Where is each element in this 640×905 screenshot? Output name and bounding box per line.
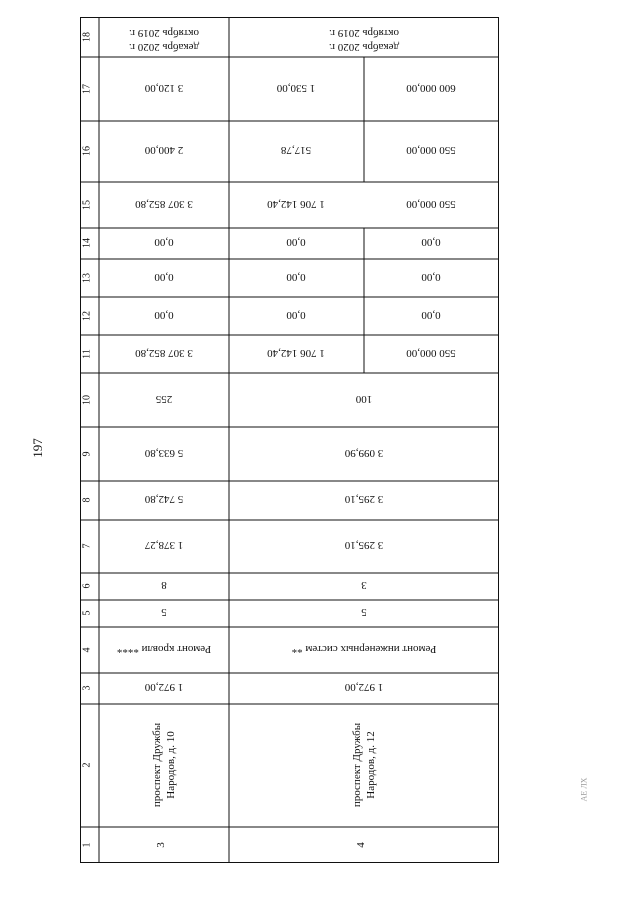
rotated-table: [80, 17, 499, 863]
header-9: 9: [81, 451, 93, 457]
a-c14: 0,00: [154, 236, 174, 248]
b-c15-sub: 550 000,00: [406, 198, 456, 210]
header-5: 5: [81, 610, 93, 616]
b-c6: 3: [361, 579, 367, 591]
b-c16-sub: 550 000,00: [406, 144, 456, 156]
b-c8: 3 295,10: [344, 493, 384, 505]
header-17: 17: [81, 84, 93, 94]
a-c15: 3 307 852,80: [135, 198, 193, 210]
b-c4: Ремонт инженерных систем **: [291, 643, 437, 655]
b-c11-sub: 550 000,00: [406, 347, 456, 359]
a-c1: 3: [155, 842, 167, 848]
b-c14-sum: 0,00: [286, 236, 306, 248]
a-c16: 2 400,00: [144, 144, 184, 156]
header-6: 6: [81, 583, 93, 589]
b-c2-line2: Народов, д. 12: [365, 731, 377, 799]
page-number: 197: [29, 438, 45, 458]
b-c1: 4: [355, 842, 367, 848]
a-c12: 0,00: [154, 309, 174, 321]
header-2: 2: [81, 762, 93, 768]
a-c2-line1: проспект Дружбы: [151, 722, 163, 808]
header-12: 12: [81, 311, 93, 321]
b-c15-sum: 1 706 142,40: [267, 198, 325, 210]
a-c5: 5: [161, 606, 167, 618]
a-c18-line2: декабрь 2020 г.: [128, 41, 200, 53]
header-1: 1: [81, 842, 93, 848]
b-c3: 1 972,00: [344, 681, 384, 693]
record-a: [117, 27, 211, 848]
b-c16-sum: 517,78: [280, 144, 312, 156]
a-c6: 8: [161, 579, 167, 591]
b-c5: 5: [361, 606, 367, 618]
b-c2-line1: проспект Дружбы: [351, 722, 363, 808]
header-8: 8: [81, 497, 93, 503]
a-c11: 3 307 852,80: [135, 347, 193, 359]
b-c7: 3 295,10: [344, 539, 384, 551]
b-c10: 100: [355, 393, 373, 405]
b-c11-sum: 1 706 142,40: [267, 347, 325, 359]
a-c2-line2: Народов, д. 10: [165, 731, 177, 799]
header-7: 7: [81, 543, 93, 549]
archive-stamp: АЕ ЛХ: [579, 777, 589, 802]
header-16: 16: [81, 146, 93, 156]
a-c10: 255: [155, 393, 173, 405]
header-15: 15: [81, 200, 93, 210]
a-c3: 1 972,00: [144, 681, 184, 693]
a-c9: 5 633,80: [144, 447, 184, 459]
b-c18-line1: октябрь 2019 г.: [328, 27, 400, 39]
a-c4: Ремонт кровли ****: [116, 643, 212, 655]
b-c12-sum: 0,00: [286, 309, 306, 321]
b-c18-line2: декабрь 2020 г.: [328, 41, 400, 53]
b-c17-sum: 1 530,00: [276, 82, 316, 94]
b-c13-sum: 0,00: [286, 271, 306, 283]
a-c8: 5 742,80: [144, 493, 184, 505]
b-c17-sub: 600 000,00: [406, 82, 456, 94]
b-c14-sub: 0,00: [421, 236, 441, 248]
header-4: 4: [81, 647, 93, 653]
header-3: 3: [81, 685, 93, 691]
a-c13: 0,00: [154, 271, 174, 283]
a-c18-line1: октябрь 2019 г.: [128, 27, 200, 39]
b-c13-sub: 0,00: [421, 271, 441, 283]
header-10: 10: [81, 395, 93, 405]
b-c12-sub: 0,00: [421, 309, 441, 321]
a-c17: 3 120,00: [144, 82, 184, 94]
b-c9: 3 099,90: [344, 447, 384, 459]
header-11: 11: [81, 349, 93, 359]
header-14: 14: [81, 238, 93, 248]
table-grid: [80, 17, 499, 863]
header-18: 18: [81, 32, 93, 42]
header-13: 13: [81, 273, 93, 283]
record-b: [267, 27, 456, 848]
a-c7: 1 378,27: [144, 539, 184, 551]
